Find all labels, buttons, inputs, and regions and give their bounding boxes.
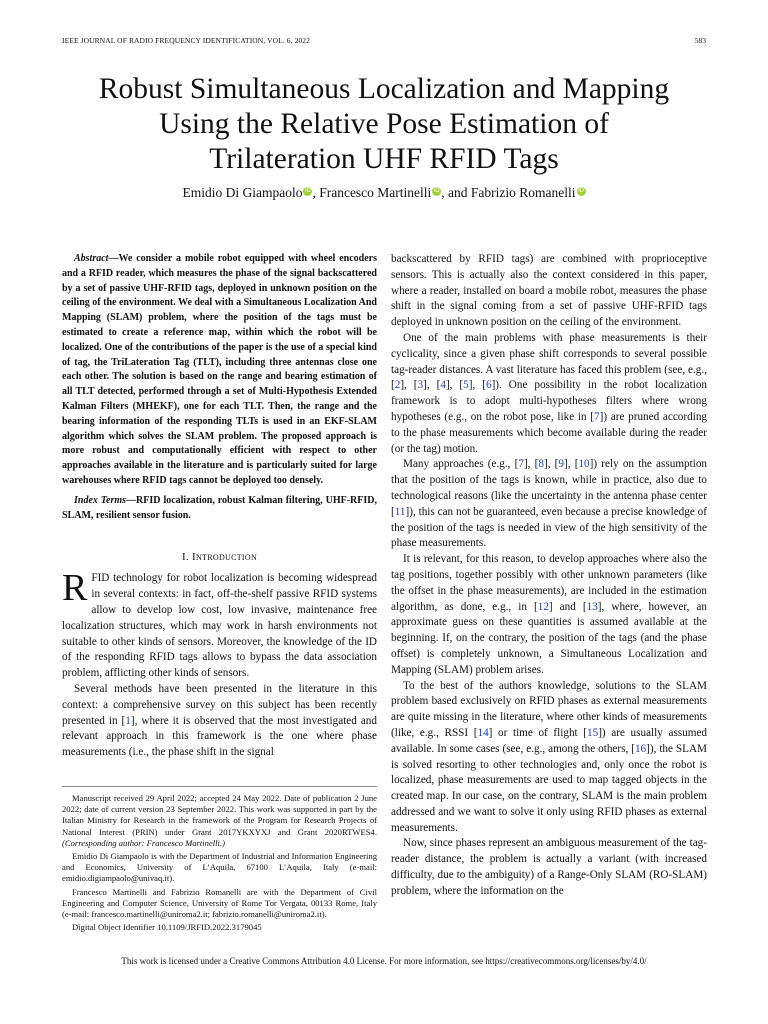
index-terms-label: Index Terms xyxy=(74,494,127,506)
page-number: 583 xyxy=(694,36,706,45)
author-name: Emidio Di Giampaolo xyxy=(182,185,303,200)
abstract-text: —We consider a mobile robot equipped with wheel encoders and a RFID reader, which measures the phase of the signal backscattered by a set of passive UHF-RFID tags, deployed in unknown position on the ceiling of the environment. We deal with a Simultaneous Localization And Mapping (SLAM) problem, where the position of the tags must be estimated to create a reference map, within which the robot will be localized. One of the contributions of the paper is the use of a special kind of tag, the TriLateration Tag (TLT), including three antennas close one each other. The solution is based on the range and bearing estimation of all TLT detected, performed through a set of Multi-Hypothesis Extended Kalman Filters (MHEKF), one for each TLT. Then, the range and the bearing information of the responding TLTs is used in an EKF-SLAM algorithm which solves the SLAM problem. The proposed approach is more robust and computationally efficient with respect to other approaches available in the literature and is particularly suited for large warehouses where RFID tags cannot be deployed too densely. xyxy=(62,253,377,486)
abstract xyxy=(62,252,377,489)
citation-link[interactable]: 14 xyxy=(477,726,489,739)
author-name: , and Fabrizio Romanelli xyxy=(441,185,576,200)
author-name: , Francesco Martinelli xyxy=(312,185,432,200)
index-terms-text: —RFID localization, robust Kalman filtering, UHF-RFID, SLAM, resilient sensor fusion. xyxy=(62,494,377,521)
body-paragraph: Now, since phases represent an ambiguous measurement of the tag-reader distance, the problem is actually a variant (with increased difficulty, due to the ambiguity) of a Range-Only SLAM (RO-SLAM) problem, where the information on the xyxy=(391,837,707,897)
title-line: Trilateration UHF RFID Tags xyxy=(209,143,559,175)
citation-link[interactable]: 16 xyxy=(634,742,647,755)
citation-link[interactable]: 7 xyxy=(594,410,600,423)
intro-paragraph: RFID technology for robot localization is becoming widespread in several contexts: in fact, off-the-shelf passive RFID systems allow to develop low cost, low invasive, maintenance free localization structures, which may work in harsh environments not suitable to other kinds of sensors. Moreover, the knowledge of the ID of the responding RFID tags allows to bypass the data association problem, afflicting other kinds of sensors. xyxy=(62,567,377,680)
orcid-icon[interactable]: iD xyxy=(433,188,440,194)
section-heading xyxy=(62,551,377,563)
left-column xyxy=(62,252,377,761)
citation-link[interactable]: 10 xyxy=(578,458,590,471)
citation-link[interactable]: 1 xyxy=(125,714,131,727)
citation-link[interactable]: 11 xyxy=(394,505,406,518)
body-paragraph: One of the main problems with phase measurements is their cyclicality, since a given phase shift corresponds to several possible tag-reader distances. A vast literature has faced this problem (see, e.g., [2], [3], [4], [5], [6]). One possibility in the robot localization framework is to adopt multi-hypotheses filters where wrong hypotheses (e.g., on the robot pose, like in [7]) are pruned according to the phase measurements which become available during the reader (or the tag) motion. xyxy=(391,331,708,455)
citation-link[interactable]: 8 xyxy=(538,458,544,471)
footnote: Manuscript received 29 April 2022; accepted 24 May 2022. Date of publication 2 June 2022; date of current version 23 September 2022. This work was supported in part by the Italian Ministry for Research in the framework of the Program for Research Projects of National Interest (PRIN) under Grant 2017YKXYXJ and Grant 2020RTWES4. (Corresponding author: Francesco Martinelli.) xyxy=(62,793,377,848)
title-line: Using the Relative Pose Estimation of xyxy=(159,108,609,140)
body-paragraph: backscattered by RFID tags) are combined with proprioceptive sensors. This is actually also the context considered in this paper, where a reader, installed on board a mobile robot, measures the phase shift in the signal coming from a set of passive UHF-RFID tags deployed in unknown position on the ceiling of the environment. xyxy=(391,253,707,329)
running-header: IEEE JOURNAL OF RADIO FREQUENCY IDENTIFICATION, VOL. 6, 2022 xyxy=(62,36,311,45)
citation-link[interactable]: 5 xyxy=(463,379,469,392)
author-list xyxy=(40,185,728,201)
footnote: Emidio Di Giampaolo is with the Department of Industrial and Information Engineering and Economics, University of L’Aquila, 67100 L’Aquila, Italy (e-mail: emidio.digiampaolo@univaq.it). xyxy=(62,851,377,884)
citation-link[interactable]: 3 xyxy=(417,379,424,392)
citation-link[interactable]: 13 xyxy=(586,600,598,613)
paper-title xyxy=(40,72,728,177)
section-numeral: I. xyxy=(181,551,189,564)
right-column xyxy=(391,252,707,900)
footnote: Digital Object Identifier 10.1109/JRFID.2022.3179045 xyxy=(72,922,262,933)
citation-link[interactable]: 6 xyxy=(485,379,492,392)
body-paragraph: To the best of the authors knowledge, solutions to the SLAM problem based exclusively on RFID phases as external measurements are quite missing in the literature, where other kinds of measurements (like, e.g., RSSI [14] or time of flight [15]) are usually assumed available. In some cases (see, e.g., among the others, [16]), the SLAM is solved resorting to other technologies and, only once the robot is localized, phase measurements are used to map tagged objects in the created map. In our case, on the contrary, SLAM is the main problem addressed and we want to solve it only using RFID phases as external measurements. xyxy=(391,679,708,834)
citation-link[interactable]: 4 xyxy=(440,379,446,392)
title-line: Robust Simultaneous Localization and Mapping xyxy=(98,73,670,105)
citation-link[interactable]: 9 xyxy=(558,458,565,471)
intro-paragraph: Several methods have been presented in the literature in this context: a comprehensive survey on this subject has been recently presented in [1], where it is observed that the most investigated and relevant approach in this framework is the one where phase measurements (i.e., the phase shift in the signal xyxy=(62,682,377,759)
drop-cap: R xyxy=(62,567,88,610)
citation-link[interactable]: 15 xyxy=(587,726,599,739)
footnote: Francesco Martinelli and Fabrizio Romanelli are with the Department of Civil Engineering and Computer Science, University of Rome Tor Vergata, 00133 Rome, Italy (e-mail: francesco.martinelli@uniroma2.it; fabrizio.romanelli@uniroma2.it). xyxy=(62,886,377,920)
section-title: Introduction xyxy=(192,551,258,564)
body-paragraph: It is relevant, for this reason, to develop approaches where also the tag positions, together possibly with other unknown parameters (like the offset in the phase measurements), are included in the estimation algorithm, as done, e.g., in [12] and [13], where, however, an approximate guess on these quantities is assumed available at the beginning. If, on the contrary, the position of the tags (and the phase offset) is completely unknown, a Simultaneous Localization and Mapping (SLAM) problem arises. xyxy=(391,553,707,676)
abstract-label: Abstract xyxy=(74,253,109,264)
citation-link[interactable]: 12 xyxy=(537,600,549,613)
citation-link[interactable]: 7 xyxy=(518,458,524,471)
orcid-icon[interactable]: iD xyxy=(305,188,311,194)
orcid-icon[interactable]: iD xyxy=(578,188,584,194)
citation-link[interactable]: 2 xyxy=(394,379,401,392)
body-paragraph: Many approaches (e.g., [7], [8], [9], [10]) rely on the assumption that the position of the tags is known, while in practice, also due to technological reasons (like the uncertainty in the antenna phase center [11]), this can not be guaranteed, even because a precise knowledge of the position of the tags is needed in view of the high sensitivity of the phase measurements. xyxy=(391,458,708,550)
footnotes xyxy=(62,786,377,935)
license-notice: This work is licensed under a Creative Commons Attribution 4.0 License. For more information, see https://creativecommons.org/licenses/by/4.0/ xyxy=(121,956,647,966)
index-terms xyxy=(62,494,377,524)
